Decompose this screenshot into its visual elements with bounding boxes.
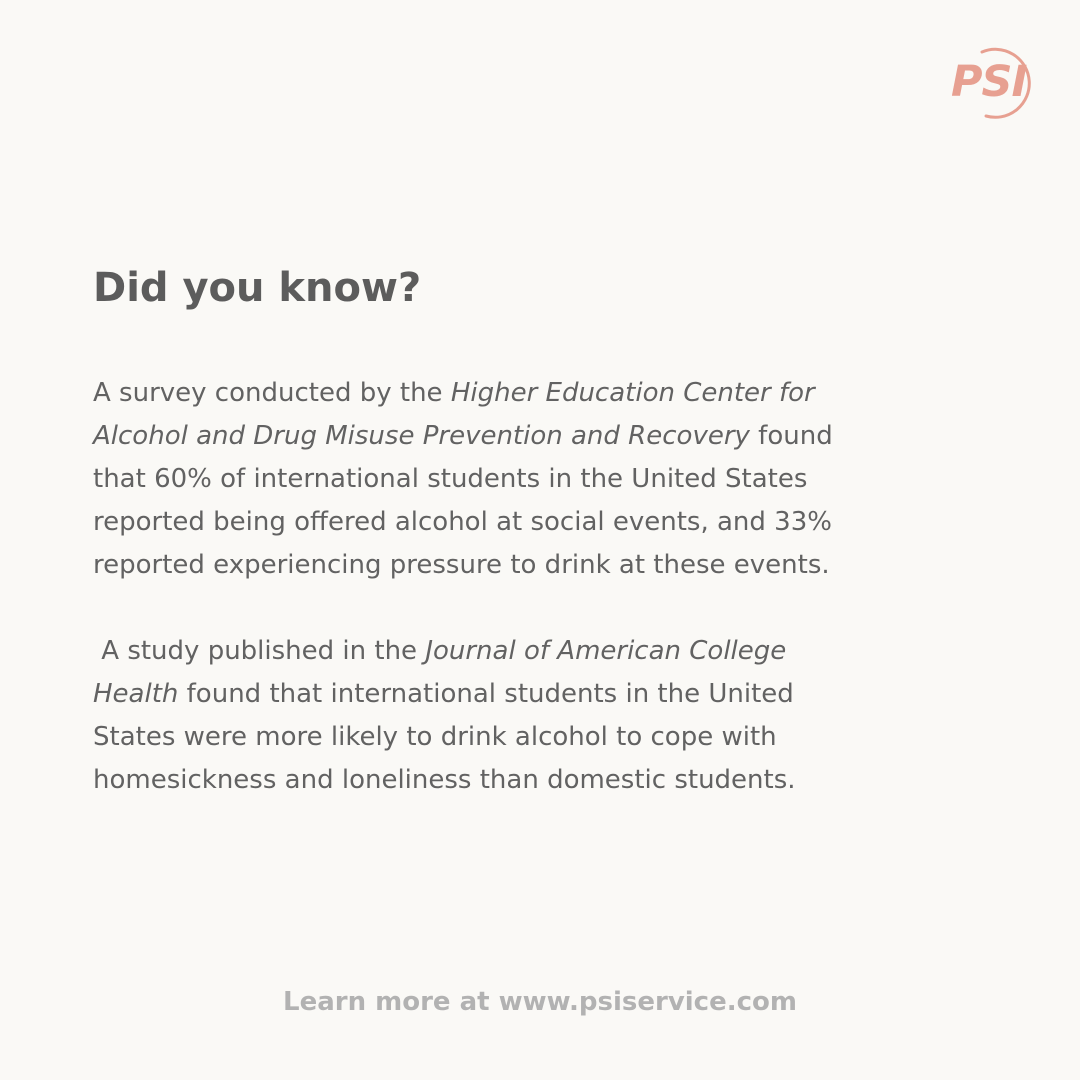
paragraph-study xyxy=(93,630,993,802)
paragraph-line xyxy=(93,630,993,673)
body-text: reported being offered alcohol at social events, and 33% xyxy=(93,507,832,537)
italic-title-text: Alcohol and Drug Misuse Prevention and Recovery xyxy=(93,421,750,451)
paragraph-line xyxy=(93,501,993,544)
paragraph-line xyxy=(93,673,993,716)
body-text: found xyxy=(749,421,833,451)
body-text: that 60% of international students in the United States xyxy=(93,464,808,494)
paragraph-line xyxy=(93,544,993,587)
body-text: homesickness and loneliness than domestic students. xyxy=(93,765,796,795)
italic-title-text: Health xyxy=(93,679,179,709)
psi-logo xyxy=(948,44,1040,124)
body-text: A study published in the xyxy=(93,636,426,666)
body-text: reported experiencing pressure to drink at these events. xyxy=(93,550,830,580)
italic-title-text: Higher Education Center for xyxy=(450,378,815,408)
paragraph-line xyxy=(93,458,993,501)
paragraph-line xyxy=(93,716,993,759)
paragraph-survey xyxy=(93,372,993,587)
body-text: found that international students in the United xyxy=(178,679,794,709)
logo-text: PSI xyxy=(951,57,1027,107)
heading: Did you know? xyxy=(93,265,422,311)
body-text: A survey conducted by the xyxy=(93,378,451,408)
body-text: States were more likely to drink alcohol to cope with xyxy=(93,722,777,752)
paragraph-line xyxy=(93,415,993,458)
paragraph-line xyxy=(93,759,993,802)
footer-link-text: Learn more at www.psiservice.com xyxy=(283,987,797,1017)
paragraph-line xyxy=(93,372,993,415)
italic-title-text: Journal of American College xyxy=(425,636,787,666)
